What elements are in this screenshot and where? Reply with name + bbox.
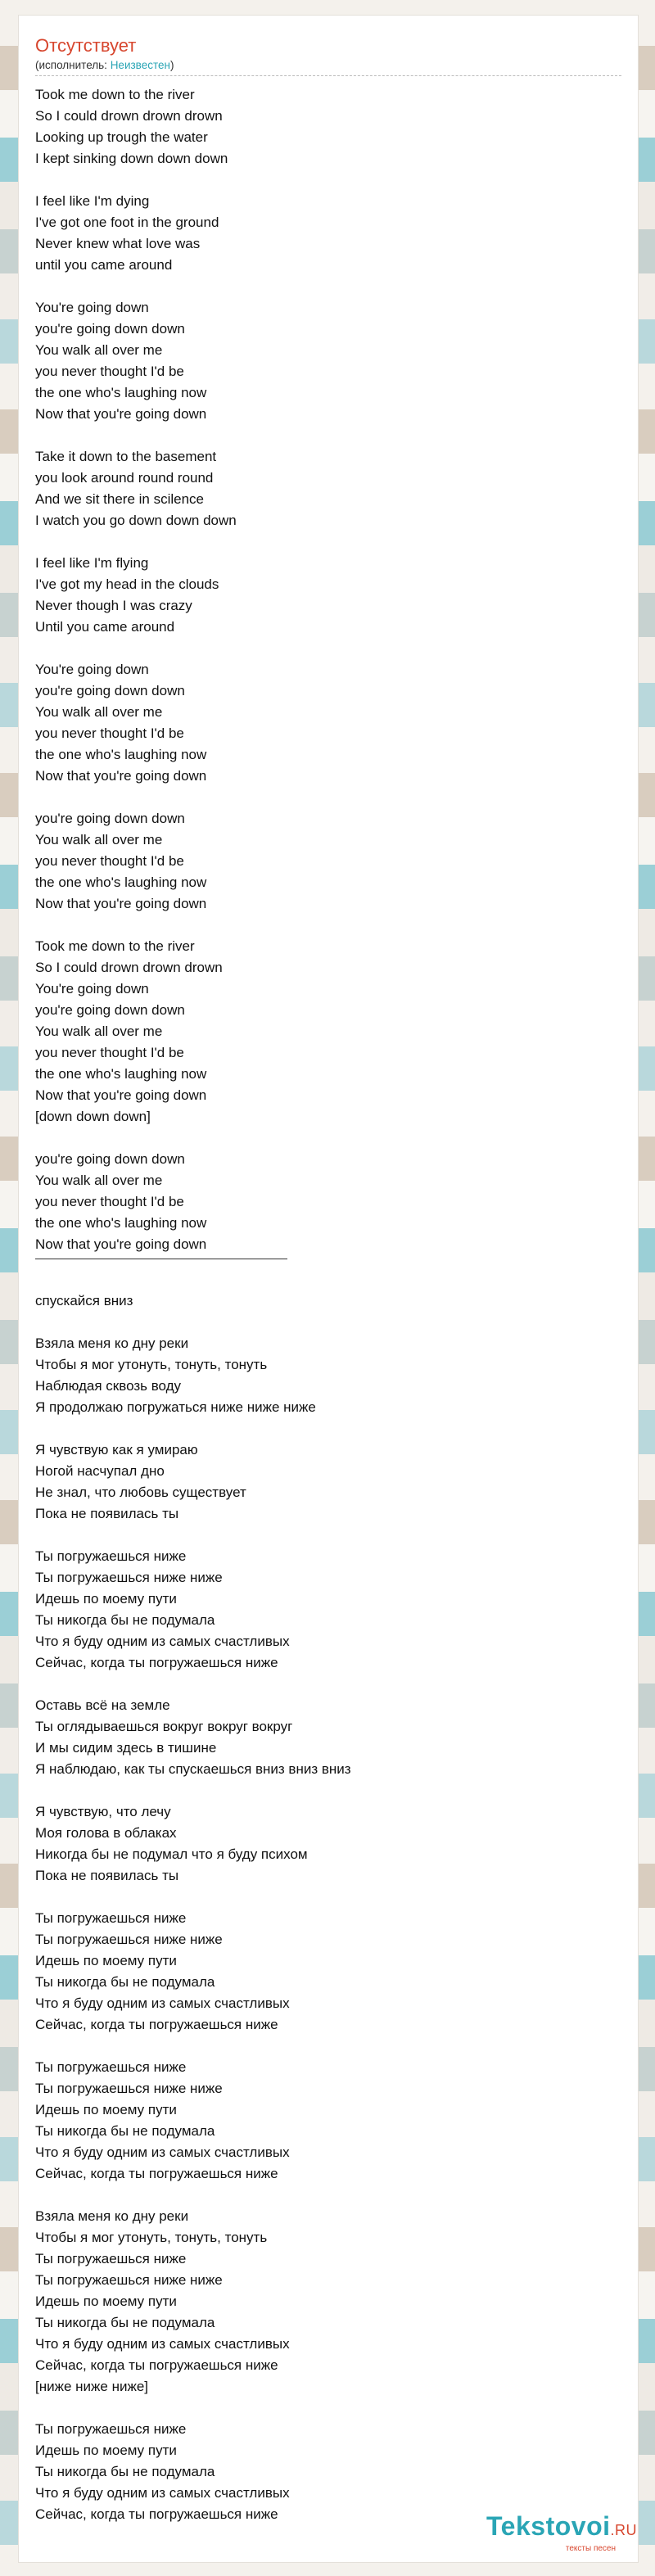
lyric-line: Сейчас, когда ты погружаешься ниже — [35, 2506, 278, 2522]
lyric-line: You walk all over me — [35, 1173, 163, 1188]
lyric-line: until you came around — [35, 257, 173, 273]
lyric-line: Что я буду одним из самых счастливых — [35, 1634, 290, 1649]
lyric-line: the one who's laughing now — [35, 385, 207, 400]
lyric-line: you're going down down — [35, 321, 185, 337]
lyric-line: Ты оглядываешься вокруг вокруг вокруг — [35, 1719, 293, 1734]
lyric-line — [35, 915, 625, 936]
lyric-line: I've got my head in the clouds — [35, 576, 219, 592]
lyric-line: Ты погружаешься ниже — [35, 2059, 187, 2075]
lyric-line: you never thought I'd be — [35, 364, 184, 379]
lyric-line: I watch you go down down down — [35, 513, 237, 528]
lyric-line: Взяла меня ко дну реки — [35, 2208, 189, 2224]
logo-wordmark — [486, 2512, 637, 2544]
lyric-line: You walk all over me — [35, 1024, 163, 1039]
lyric-line: Оставь всё на земле — [35, 1697, 170, 1713]
lyric-line: Я чувствую, что лечу — [35, 1804, 171, 1819]
lyric-line: Ты никогда бы не подумала — [35, 1974, 215, 1990]
lyric-line: Идешь по моему пути — [35, 1591, 177, 1607]
lyric-line: I feel like I'm dying — [35, 193, 150, 209]
lyrics-body — [35, 84, 625, 2525]
lyric-line — [35, 1525, 625, 1546]
lyric-line: Пока не появилась ты — [35, 1868, 179, 1883]
lyric-line: Now that you're going down — [35, 1087, 207, 1103]
lyric-line: Чтобы я мог утонуть, тонуть, тонуть — [35, 1357, 268, 1372]
artist-suffix: ) — [169, 59, 174, 71]
lyric-line: Сейчас, когда ты погружаешься ниже — [35, 2166, 278, 2181]
lyric-line: So I could drown drown drown — [35, 108, 223, 124]
lyric-line — [35, 1128, 625, 1149]
lyric-line: Идешь по моему пути — [35, 2102, 177, 2117]
lyrics-original — [35, 84, 625, 1255]
lyric-line: You're going down — [35, 981, 149, 997]
lyric-line — [35, 531, 625, 553]
lyric-line: Never though I was crazy — [35, 598, 192, 613]
lyric-line: Ты никогда бы не подумала — [35, 2123, 215, 2139]
lyric-line: Never knew what love was — [35, 236, 201, 251]
lyric-line: You're going down — [35, 300, 149, 315]
lyric-line: the one who's laughing now — [35, 747, 207, 762]
lyric-line: you're going down down — [35, 683, 185, 698]
lyric-line: the one who's laughing now — [35, 1066, 207, 1082]
lyrics-translation — [35, 1290, 625, 2525]
lyric-line: you never thought I'd be — [35, 853, 184, 869]
lyric-line: Ты погружаешься ниже ниже — [35, 1932, 223, 1947]
lyric-line — [35, 787, 625, 808]
lyric-line — [35, 2185, 625, 2206]
lyric-line: Что я буду одним из самых счастливых — [35, 1995, 290, 2011]
lyric-line: Now that you're going down — [35, 768, 207, 784]
site-logo[interactable] — [486, 2512, 637, 2554]
lyric-line — [35, 1674, 625, 1695]
lyric-line: Не знал, что любовь существует — [35, 1485, 246, 1500]
lyric-line: Пока не появилась ты — [35, 1506, 179, 1521]
lyric-line: you never thought I'd be — [35, 1045, 184, 1060]
lyric-line: you look around round round — [35, 470, 214, 486]
lyric-line: And we sit there in scilence — [35, 491, 204, 507]
lyric-line — [35, 1887, 625, 1908]
lyric-line — [35, 1418, 625, 1439]
logo-domain: .RU — [610, 2522, 637, 2538]
lyric-line — [35, 1312, 625, 1333]
lyric-line: Ты погружаешься ниже ниже — [35, 1570, 223, 1585]
lyric-line: Take it down to the basement — [35, 449, 217, 464]
lyric-line: Ты погружаешься ниже — [35, 1548, 187, 1564]
lyric-line: So I could drown drown drown — [35, 960, 223, 975]
lyric-line — [35, 638, 625, 659]
lyric-line: You walk all over me — [35, 342, 163, 358]
lyric-line: Что я буду одним из самых счастливых — [35, 2144, 290, 2160]
lyric-line: Took me down to the river — [35, 87, 195, 102]
lyric-line: Ты погружаешься ниже ниже — [35, 2272, 223, 2288]
lyric-line: the one who's laughing now — [35, 874, 207, 890]
lyric-line: Идешь по моему пути — [35, 2443, 177, 2458]
lyric-line: Сейчас, когда ты погружаешься ниже — [35, 2017, 278, 2032]
lyric-line: Took me down to the river — [35, 938, 195, 954]
lyric-line: Что я буду одним из самых счастливых — [35, 2485, 290, 2501]
logo-name: Tekstovoi — [486, 2511, 611, 2541]
lyric-line: Чтобы я мог утонуть, тонуть, тонуть — [35, 2230, 268, 2245]
lyric-line: Наблюдая сквозь воду — [35, 1378, 182, 1394]
artist-prefix: (исполнитель: — [35, 59, 111, 71]
lyric-line: Ты погружаешься ниже — [35, 1910, 187, 1926]
lyric-line: Ты погружаешься ниже ниже — [35, 2081, 223, 2096]
lyric-line: Я чувствую как я умираю — [35, 1442, 198, 1457]
lyric-line: Now that you're going down — [35, 406, 207, 422]
lyric-line — [35, 276, 625, 297]
lyric-line: Ты никогда бы не подумала — [35, 2464, 215, 2479]
lyric-line — [35, 2036, 625, 2057]
lyric-line: Сейчас, когда ты погружаешься ниже — [35, 1655, 278, 1670]
lyric-line: You walk all over me — [35, 832, 163, 847]
lyric-line: Взяла меня ко дну реки — [35, 1335, 189, 1351]
lyric-line: Идешь по моему пути — [35, 1953, 177, 1968]
lyric-line: [ниже ниже ниже] — [35, 2379, 149, 2394]
lyric-line: I feel like I'm flying — [35, 555, 149, 571]
title-divider — [35, 75, 621, 76]
lyric-line: Now that you're going down — [35, 896, 207, 911]
lyric-line: Ногой насчупал дно — [35, 1463, 165, 1479]
lyric-line: I kept sinking down down down — [35, 151, 228, 166]
lyrics-card — [18, 15, 639, 2563]
lyric-line — [35, 169, 625, 191]
artist-link[interactable]: Неизвестен — [110, 59, 170, 71]
lyric-line: спускайся вниз — [35, 1293, 133, 1308]
lyric-line: you're going down down — [35, 1151, 185, 1167]
lyric-line: Now that you're going down — [35, 1236, 207, 1252]
lyric-line: Looking up trough the water — [35, 129, 208, 145]
lyric-line: you never thought I'd be — [35, 725, 184, 741]
lyric-line: [down down down] — [35, 1109, 151, 1124]
lyric-line: you're going down down — [35, 811, 185, 826]
lyric-line: Идешь по моему пути — [35, 2294, 177, 2309]
lyric-line: Ты погружаешься ниже — [35, 2421, 187, 2437]
lyric-line — [35, 1780, 625, 1801]
lyric-line: I've got one foot in the ground — [35, 215, 219, 230]
lyric-line: Моя голова в облаках — [35, 1825, 177, 1841]
lyric-line: Until you came around — [35, 619, 175, 635]
lyric-line: Ты никогда бы не подумала — [35, 2315, 215, 2330]
logo-tagline: тексты песен — [565, 2544, 616, 2553]
lyric-line: Ты никогда бы не подумала — [35, 1612, 215, 1628]
lyric-line: Сейчас, когда ты погружаешься ниже — [35, 2357, 278, 2373]
lyric-line: you're going down down — [35, 1002, 185, 1018]
lyric-line: the one who's laughing now — [35, 1215, 207, 1231]
lyric-line: Я наблюдаю, как ты спускаешься вниз вниз вниз — [35, 1761, 351, 1777]
lyric-line: you never thought I'd be — [35, 1194, 184, 1209]
lyric-line: You're going down — [35, 662, 149, 677]
lyric-line: Что я буду одним из самых счастливых — [35, 2336, 290, 2352]
song-title: Отсутствует — [35, 35, 137, 56]
artist-line — [35, 58, 625, 72]
lyric-line: Никогда бы не подумал что я буду психом — [35, 1846, 308, 1862]
lyric-line: You walk all over me — [35, 704, 163, 720]
lyric-line — [35, 2397, 625, 2419]
lyric-line: Ты погружаешься ниже — [35, 2251, 187, 2266]
lyrics-content — [35, 35, 625, 2525]
lyric-line — [35, 425, 625, 446]
lyric-line: И мы сидим здесь в тишине — [35, 1740, 217, 1756]
lyric-line: Я продолжаю погружаться ниже ниже ниже — [35, 1399, 316, 1415]
